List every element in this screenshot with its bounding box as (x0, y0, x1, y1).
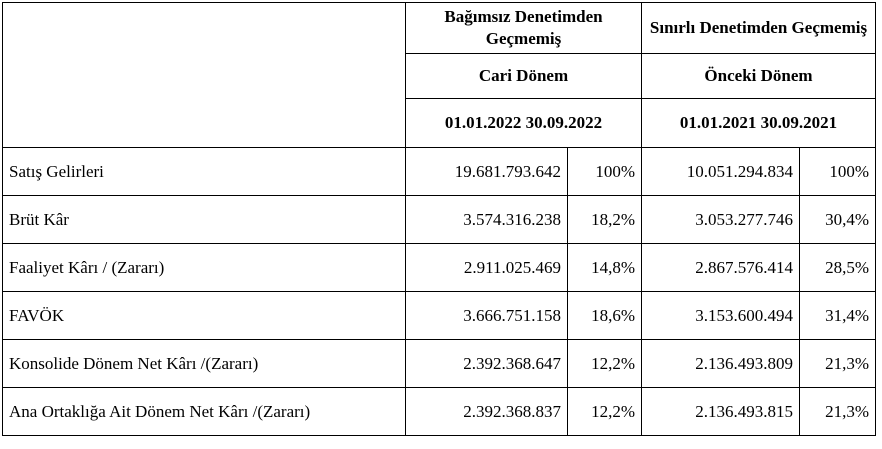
table-row (3, 148, 876, 196)
header-empty-corner (3, 3, 406, 148)
previous-period-percent: 21,3% (800, 388, 876, 436)
header-period-right: Önceki Dönem (642, 54, 876, 99)
previous-period-value: 10.051.294.834 (642, 148, 800, 196)
current-period-percent: 12,2% (568, 340, 642, 388)
financial-summary-table (2, 2, 876, 436)
previous-period-value: 3.153.600.494 (642, 292, 800, 340)
previous-period-value: 3.053.277.746 (642, 196, 800, 244)
current-period-value: 3.666.751.158 (406, 292, 568, 340)
row-label: Konsolide Dönem Net Kârı /(Zararı) (3, 340, 406, 388)
previous-period-percent: 28,5% (800, 244, 876, 292)
table-row (3, 340, 876, 388)
table-row (3, 292, 876, 340)
previous-period-value: 2.136.493.809 (642, 340, 800, 388)
previous-period-percent: 21,3% (800, 340, 876, 388)
current-period-percent: 18,6% (568, 292, 642, 340)
current-period-value: 2.911.025.469 (406, 244, 568, 292)
header-row-audit-status (3, 3, 876, 54)
current-period-value: 2.392.368.647 (406, 340, 568, 388)
current-period-value: 2.392.368.837 (406, 388, 568, 436)
row-label: Faaliyet Kârı / (Zararı) (3, 244, 406, 292)
header-group-left: Bağımsız Denetimden Geçmemiş (406, 3, 642, 54)
header-group-right: Sınırlı Denetimden Geçmemiş (642, 3, 876, 54)
row-label: FAVÖK (3, 292, 406, 340)
header-dates-right: 01.01.2021 30.09.2021 (642, 99, 876, 148)
table-row (3, 388, 876, 436)
previous-period-percent: 31,4% (800, 292, 876, 340)
row-label: Satış Gelirleri (3, 148, 406, 196)
table-row (3, 196, 876, 244)
current-period-value: 19.681.793.642 (406, 148, 568, 196)
current-period-value: 3.574.316.238 (406, 196, 568, 244)
previous-period-value: 2.867.576.414 (642, 244, 800, 292)
previous-period-percent: 100% (800, 148, 876, 196)
previous-period-value: 2.136.493.815 (642, 388, 800, 436)
current-period-percent: 12,2% (568, 388, 642, 436)
current-period-percent: 100% (568, 148, 642, 196)
header-dates-left: 01.01.2022 30.09.2022 (406, 99, 642, 148)
previous-period-percent: 30,4% (800, 196, 876, 244)
table-body (3, 148, 876, 436)
current-period-percent: 18,2% (568, 196, 642, 244)
header-period-left: Cari Dönem (406, 54, 642, 99)
row-label: Brüt Kâr (3, 196, 406, 244)
current-period-percent: 14,8% (568, 244, 642, 292)
row-label: Ana Ortaklığa Ait Dönem Net Kârı /(Zararı) (3, 388, 406, 436)
table-row (3, 244, 876, 292)
